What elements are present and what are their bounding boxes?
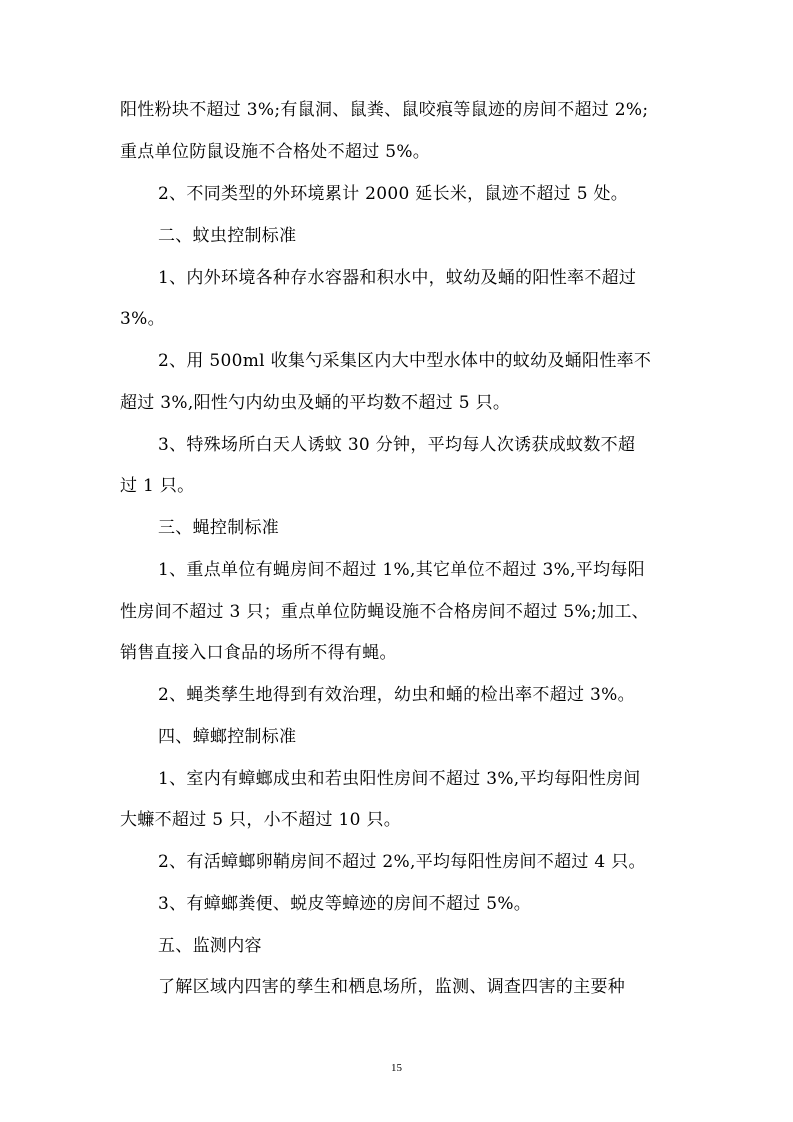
text-line: 阳性粉块不超过 3%;有鼠洞、鼠粪、鼠咬痕等鼠迹的房间不超过 2%; — [120, 100, 649, 120]
text-line: 1、内外环境各种存水容器和积水中，蚊幼及蛹的阳性率不超过 — [158, 268, 637, 288]
text-line: 销售直接入口食品的场所不得有蝇。 — [120, 643, 397, 663]
text-line: 了解区域内四害的孳生和栖息场所，监测、调查四害的主要种 — [158, 977, 626, 997]
text-line: 性房间不超过 3 只；重点单位防蝇设施不合格房间不超过 5%;加工、 — [120, 602, 649, 622]
text-line: 过 1 只。 — [120, 476, 195, 496]
text-line: 超过 3%,阳性勺内幼虫及蛹的平均数不超过 5 只。 — [120, 393, 511, 413]
section-heading: 三、蝇控制标准 — [158, 518, 280, 538]
text-line: 大蠊不超过 5 只，小不超过 10 只。 — [120, 810, 402, 830]
text-line: 1、室内有蟑螂成虫和若虫阳性房间不超过 3%,平均每阳性房间 — [158, 769, 641, 789]
text-line: 2、蝇类孳生地得到有效治理，幼虫和蛹的检出率不超过 3%。 — [158, 685, 635, 705]
text-line: 重点单位防鼠设施不合格处不超过 5%。 — [120, 142, 431, 162]
text-line: 1、重点单位有蝇房间不超过 1%,其它单位不超过 3%,平均每阳 — [158, 560, 645, 580]
text-line: 2、不同类型的外环境累计 2000 延长米，鼠迹不超过 5 处。 — [158, 184, 629, 204]
text-line: 2、有活蟑螂卵鞘房间不超过 2%,平均每阳性房间不超过 4 只。 — [158, 852, 646, 872]
section-heading: 二、蚊虫控制标准 — [158, 226, 297, 246]
text-line: 3、有蟑螂粪便、蜕皮等蟑迹的房间不超过 5%。 — [158, 894, 532, 914]
page-number: 15 — [391, 1062, 402, 1074]
text-line: 3%。 — [120, 309, 165, 329]
section-heading: 五、监测内容 — [158, 936, 262, 956]
section-heading: 四、蟑螂控制标准 — [158, 727, 297, 747]
text-line: 3、特殊场所白天人诱蚊 30 分钟，平均每人次诱获成蚊数不超 — [158, 435, 636, 455]
text-line: 2、用 500ml 收集勺采集区内大中型水体中的蚊幼及蛹阳性率不 — [158, 351, 652, 371]
